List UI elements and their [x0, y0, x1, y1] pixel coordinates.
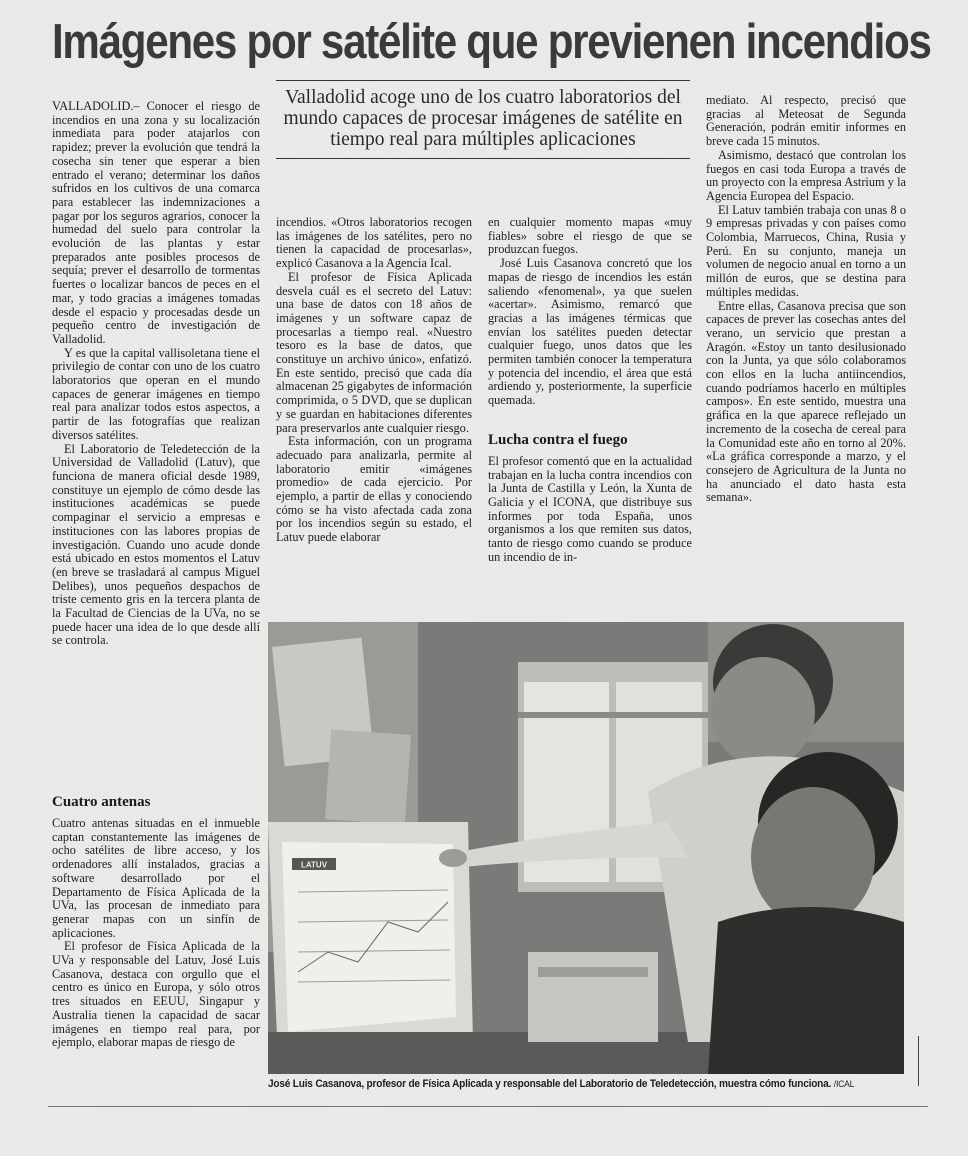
right-rule: [918, 1036, 919, 1086]
photo-credit: /ICAL: [833, 1079, 855, 1089]
paragraph: El profesor comentó que en la actualidad trabajan en la lucha contra incendios con la Junta de Castilla y León, la Xunta de Galicia y el ICONA, que distribuye sus informes por toda España, unos organismos a los que remiten sus datos, tanto de riesgo como cuando se produce un incendio de in-: [488, 453, 692, 564]
paragraph: Esta información, con un programa adecuado para analizarla, permite al laboratorio emitir «imágenes promedio» de cada ejercicio. Por ejemplo, a partir de ellas y conociendo cómo se ha visto afectada cada zona por los incendios según su estado, el Latuv puede elaborar: [276, 434, 472, 545]
paragraph: Entre ellas, Casanova precisa que son capaces de prever las cosechas antes del verano, un servicio que prestan a Aragón. «Estoy un tanto desilusionado con la Junta, ya que sólo colaboramos con ellos en la lucha antiincendios, cuando podríamos hacerlo en múltiples campos». En este sentido, muestra una gráfica en la que aparece reflejado un incremento de la cosecha de cereal para la Comunidad este año en torno al 20%. «La gráfica corresponde a marzo, y el consejero de Agricultura de la Junta no ha anunciado el dato hasta esta semana».: [706, 298, 906, 505]
column-3: [488, 216, 692, 564]
article-photo: [268, 622, 904, 1074]
paragraph: VALLADOLID.– Conocer el riesgo de incendios en una zona y su localización inmediata para poder atajarlos con rapidez; prever la evolución que tendrá la cosecha sin tener que esperar a bien entrado el verano; determinar los daños sufridos en los cultivos de una comarca para establecer las indemnizaciones a pagar por los seguros agrarios, conocer la humedad del suelo para controlar la evolución de las plantas y estar preparados ante posibles procesos de sequía; prever el desarrollo de tormentas fuertes o localizar bancos de peces en el mar, y todo gracias a imágenes tomadas desde el espacio y procesadas desde un pequeño centro de investigación de Valladolid.: [52, 99, 260, 346]
screen-logo-text: LATUV: [300, 860, 328, 870]
paragraph: José Luis Casanova concretó que los mapas de riesgo de incendios les están saliendo «fenomenal», ya que suelen «acertar». Asimismo, remarcó que gracias a las imágenes térmicas que envían los satélites pueden detectar cualquier fuego, unos datos que les permiten también conocer la temperatura y potencia del incendio, el área que está ardiendo y, posteriormente, la superficie quemada.: [488, 256, 692, 408]
article-subhead: Valladolid acoge uno de los cuatro laboratorios del mundo capaces de procesar imágenes de satélite en tiempo real para múltiples aplicaciones: [276, 80, 690, 159]
paragraph: El profesor de Física Aplicada desvela cuál es el secreto del Latuv: una base de datos con 18 años de imágenes y un software capaz de procesarlas a tiempo real. «Nuestro tesoro es la base de datos, que constituye un archivo único», enfatizó. En este sentido, precisó que cada día almacenan 25 gigabytes de información comprimida, o 5 DVD, que se duplican y se guardan en habitaciones diferentes para preservarlos ante cualquier riesgo.: [276, 269, 472, 435]
column-1: [52, 100, 260, 648]
paragraph: Asimismo, destacó que controlan los fuegos en casi toda Europa a través de un proyecto con la empresa Astrium y la Agencia Europea del Espacio.: [706, 147, 906, 203]
photo-illustration: [268, 622, 904, 1074]
section-heading-cuatro-antenas: Cuatro antenas: [52, 794, 151, 810]
column-1-continued: [52, 794, 260, 1050]
bottom-rule: [48, 1106, 928, 1107]
paragraph: en cualquier momento mapas «muy fiables» sobre el riesgo de que se produzcan fuegos.: [488, 215, 692, 257]
article-headline: Imágenes por satélite que previenen incendios: [52, 15, 931, 69]
paragraph: Y es que la capital vallisoletana tiene el privilegio de contar con uno de los cuatro laboratorios que operan en el mundo capaces de generar imágenes en tiempo real para analizar todos estos aspectos, a partir de las fotografías que realizan diversos satélites.: [52, 345, 260, 442]
column-4: [706, 94, 906, 505]
photo-caption: [268, 1078, 876, 1090]
caption-text: José Luis Casanova, profesor de Física Aplicada y responsable del Laboratorio de Teledetección, muestra cómo funciona.: [268, 1078, 832, 1090]
paragraph: incendios. «Otros laboratorios recogen las imágenes de los satélites, pero no tienen la capacidad de procesarlas», explicó Casanova a la Agencia Ical.: [276, 215, 472, 271]
column-2: [276, 216, 472, 545]
section-heading-lucha-contra-el-fuego: Lucha contra el fuego: [488, 431, 628, 448]
paragraph: Cuatro antenas situadas en el inmueble captan constantemente las imágenes de ocho satélites de libre acceso, y los ordenadores allí instalados, gracias a software desarrollado por el Departamento de Física Aplicada de la UVa, las procesan de inmediato para generar mapas con un sinfín de aplicaciones.: [52, 816, 260, 940]
paragraph: El Laboratorio de Teledetección de la Universidad de Valladolid (Latuv), que funciona de manera oficial desde 1989, constituye un ejemplo de cómo desde las instituciones académicas se puede compaginar el servicio a empresas e instituciones con las labores propias de investigación. Cuando uno acude donde está ubicado en estos momentos el Latuv (en breve se trasladará al campus Miguel Delibes), unos pequeños despachos de triste cemento gris en la tercera planta de la Facultad de Ciencias de la UVa, no se puede hacer una idea de lo que desde allí se controla.: [52, 441, 260, 648]
paragraph: El profesor de Física Aplicada de la UVa y responsable del Latuv, José Luis Casanova, destaca con orgullo que el centro es único en Europa, y sólo otros tres situados en EEUU, Singapur y Australia tienen la capacidad de sacar imágenes en tiempo real para, por ejemplo, elaborar mapas de riesgo de: [52, 939, 260, 1050]
paragraph: El Latuv también trabaja con unas 8 o 9 empresas privadas y con países como Colombia, Marruecos, China, Rusia y Perú. En su conjunto, maneja un volumen de negocio anual en torno a un millón de euros, que se destina para múltiples medidas.: [706, 202, 906, 299]
paragraph: mediato. Al respecto, precisó que gracias al Meteosat de Segunda Generación, podrán emitir informes en breve cada 15 minutos.: [706, 93, 906, 149]
